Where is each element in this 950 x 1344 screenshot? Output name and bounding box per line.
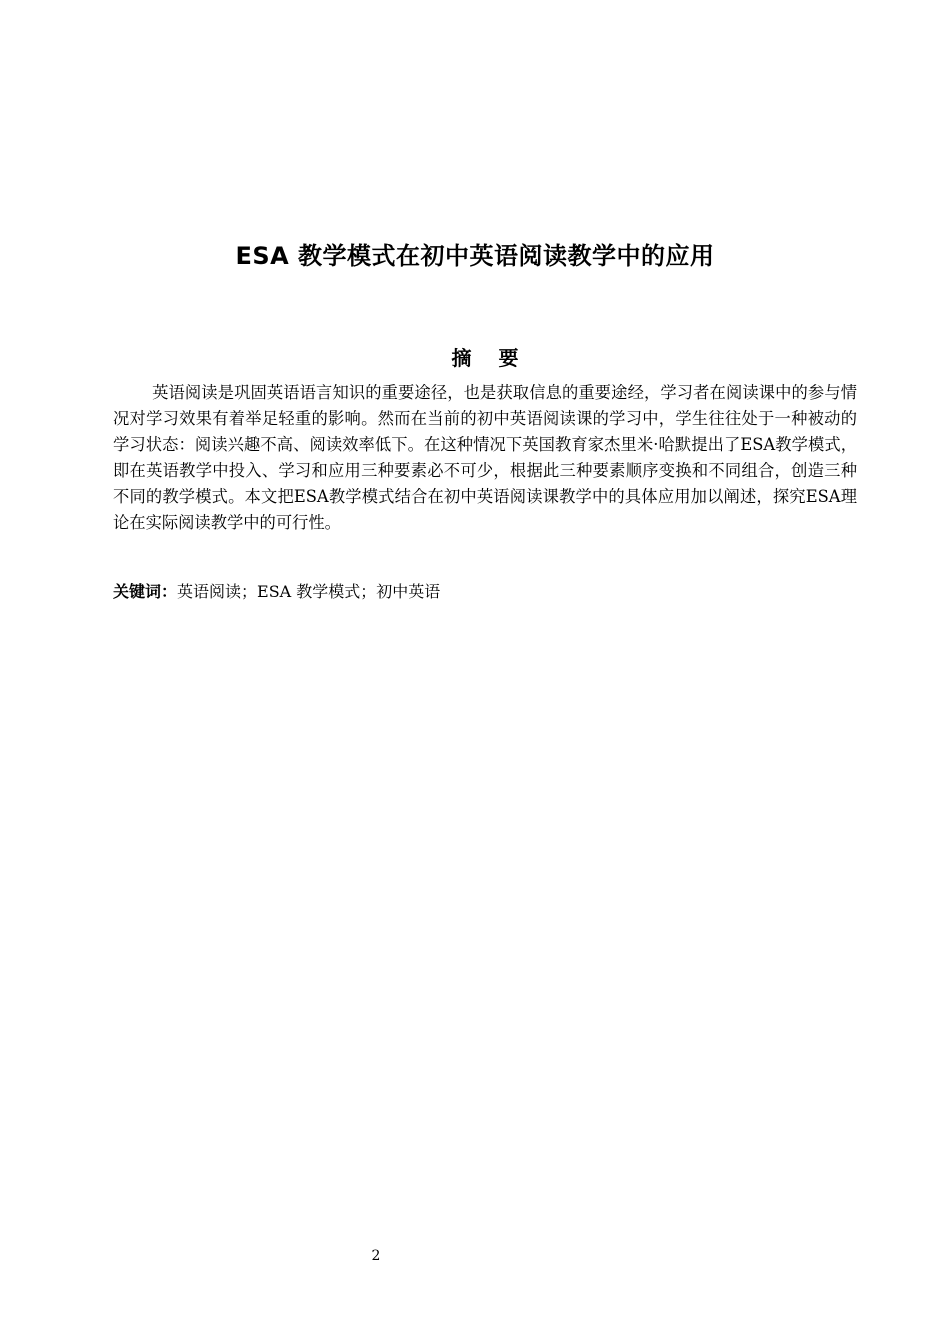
page-number: 2 bbox=[371, 1248, 381, 1264]
keywords-line bbox=[113, 580, 857, 604]
abstract-heading: 摘 要 bbox=[451, 346, 529, 370]
abstract-paragraph: 英语阅读是巩固英语语言知识的重要途径，也是获取信息的重要途经，学习者在阅读课中的参与情况对学习效果有着举足轻重的影响。然而在当前的初中英语阅读课的学习中，学生往往处于一种被动的学习状态：阅读兴趣不高、阅读效率低下。在这种情况下英国教育家杰里米·哈默提出了ESA教学模式，即在英语教学中投入、学习和应用三种要素必不可少，根据此三种要素顺序变换和不同组合，创造三种不同的教学模式。本文把ESA教学模式结合在初中英语阅读课教学中的具体应用加以阐述，探究ESA理论在实际阅读教学中的可行性。 bbox=[113, 383, 857, 532]
keywords-text: 英语阅读；ESA 教学模式；初中英语 bbox=[177, 582, 441, 601]
paper-title: ESA 教学模式在初中英语阅读教学中的应用 bbox=[235, 242, 715, 270]
keywords-label: 关键词： bbox=[113, 582, 178, 601]
